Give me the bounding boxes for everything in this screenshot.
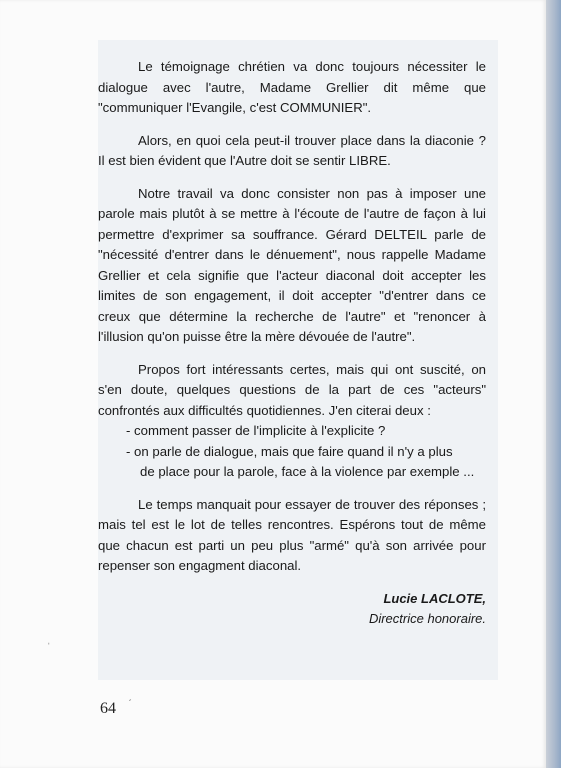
text-line: repenser son engagment diaconal.: [98, 558, 302, 573]
list-item: - comment passer de l'implicite à l'explicite ?: [126, 423, 386, 438]
text-line: parole mais plutôt à se mettre à l'écoute de l'autre de façon à lui: [98, 206, 486, 221]
text-line: Alors, en quoi cela peut-il trouver place dans la diaconie ?: [138, 132, 486, 148]
text-line: Le temps manquait pour essayer de trouver des réponses ;: [138, 496, 486, 512]
text-line: creux que détermine la recherche de l'autre" et "renoncer à: [98, 308, 486, 324]
list-item-continuation: de place pour la parole, face à la violence par exemple ...: [140, 464, 475, 479]
signature-title: Directrice honoraire.: [368, 610, 486, 626]
paragraph-2: [98, 131, 486, 172]
pencil-mark: ˈ: [47, 642, 51, 654]
list-item: - on parle de dialogue, mais que faire quand il n'y a plus: [126, 443, 453, 459]
page-number: 64: [100, 700, 116, 717]
paragraph-1: [98, 57, 486, 119]
text-line: "communiquer l'Evangile, c'est COMMUNIER".: [98, 100, 372, 115]
signature-name: Lucie LACLOTE,: [383, 590, 486, 606]
text-line: mais tel est le lot de telles rencontres. Espérons tout de même: [98, 517, 486, 532]
text-line: que chacun est parti un peu plus "armé" qu'à son arrivée pour: [98, 537, 486, 553]
text-line: dialogue avec l'autre, Madame Grellier dit même que: [98, 79, 486, 95]
text-line: limites de son engagement, il doit accepter "d'entrer dans ce: [98, 288, 486, 303]
signature: [98, 589, 486, 629]
text-line: Le témoignage chrétien va donc toujours nécessiter le: [138, 59, 486, 74]
text-line: Propos fort intéressants certes, mais qui ont suscité, on: [138, 361, 486, 377]
text-line: confrontés aux difficultés quotidiennes. J'en citerai deux :: [98, 402, 431, 418]
text-line: Il est bien évident que l'Autre doit se sentir LIBRE.: [98, 153, 391, 168]
text-line: "nécessité d'entrer dans le dénuement", nous rappelle Madame: [98, 247, 486, 262]
text-line: s'en doute, quelques questions de la part de ces "acteurs": [98, 382, 486, 397]
text-line: permettre d'exprimer sa souffrance. Gérard DELTEIL parle de: [98, 226, 486, 242]
paragraph-5: [98, 495, 486, 577]
paragraph-4: [98, 360, 486, 483]
text-line: Notre travail va donc consister non pas à imposer une: [138, 185, 486, 201]
paragraph-3: [98, 184, 486, 348]
body-text: [98, 57, 486, 629]
text-line: l'illusion qu'on puisse être la mère dévouée de l'autre".: [98, 329, 416, 344]
text-line: Grellier et cela signifie que l'acteur diaconal doit accepter les: [98, 267, 486, 283]
book-edge: [546, 0, 561, 768]
pencil-mark: ˏ: [128, 690, 132, 702]
